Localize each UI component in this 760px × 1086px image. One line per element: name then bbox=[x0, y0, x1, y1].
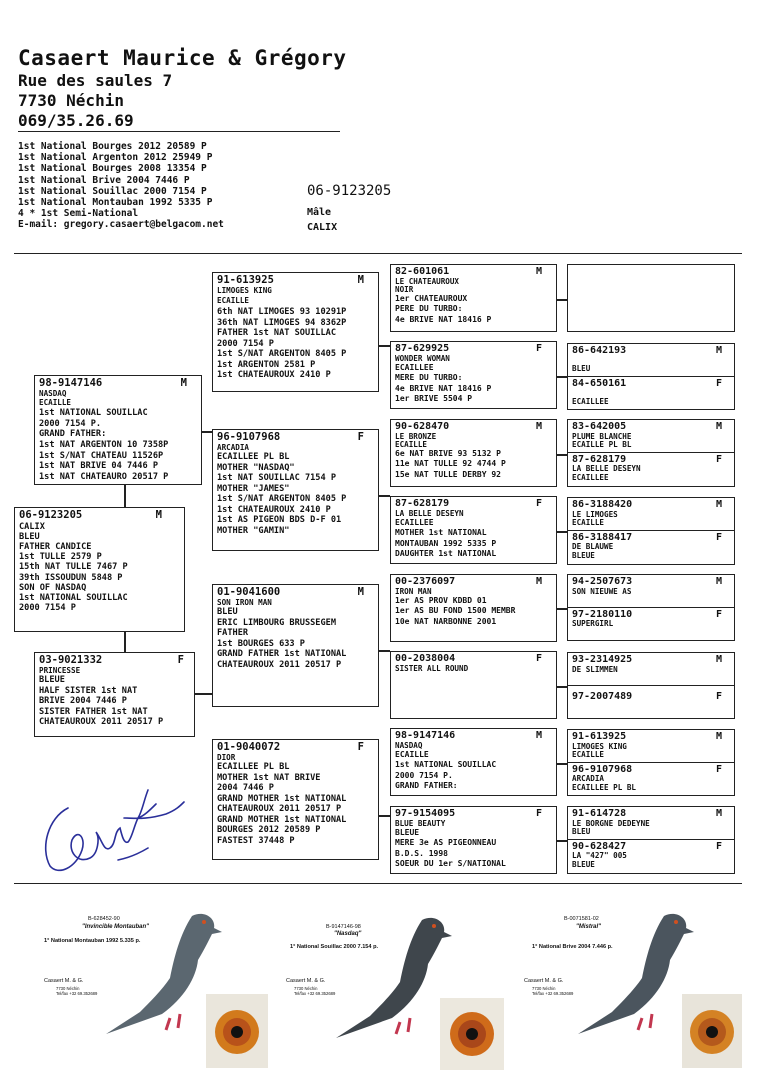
gen3-box bbox=[390, 341, 557, 409]
box-header bbox=[572, 732, 730, 743]
pedigree-line: WONDER WOMAN bbox=[395, 353, 450, 363]
honour-line: 1st National Bourges 2008 13354 P bbox=[18, 163, 207, 175]
photo-nickname: "Invincible Montauban" bbox=[82, 924, 150, 930]
ring-number: 82-601061 bbox=[395, 266, 450, 277]
pedigree-line: 2004 7446 P bbox=[217, 783, 274, 794]
sex-label: M bbox=[535, 421, 542, 432]
gen4-box bbox=[567, 343, 735, 410]
ring-number: 98-9147146 bbox=[395, 730, 456, 741]
box-header bbox=[572, 346, 730, 357]
pedigree-line: GRAND MOTHER 1st NATIONAL bbox=[217, 814, 347, 825]
sex-label: M bbox=[155, 509, 162, 521]
pedigree-line: 4e BRIVE NAT 18416 P bbox=[395, 383, 492, 393]
bottom-rule bbox=[14, 883, 742, 884]
honour-line: 1st National Argenton 2012 25949 P bbox=[18, 152, 213, 164]
pedigree-line: 1st NATIONAL SOUILLAC bbox=[395, 760, 497, 770]
sex-label: F bbox=[535, 808, 542, 819]
ring-number: 91-613925 bbox=[217, 274, 274, 286]
pedigree-line: 10e NAT NARBONNE 2001 bbox=[395, 616, 497, 626]
box-header bbox=[572, 422, 730, 433]
pedigree-line: MERE DU TURBO: bbox=[395, 373, 463, 383]
box-divider bbox=[568, 530, 734, 531]
photo-owner: Casaert M. & G. bbox=[44, 978, 84, 984]
breeder-name: Casaert Maurice & Grégory bbox=[18, 46, 347, 70]
sex-label: F bbox=[357, 741, 364, 753]
pedigree-line: ECAILLE bbox=[395, 439, 428, 449]
honours-list bbox=[18, 141, 224, 231]
gen3-box bbox=[390, 264, 557, 332]
honour-line: 1st National Montauban 1992 5335 P bbox=[18, 197, 213, 209]
ring-number: 87-628179 bbox=[572, 453, 627, 465]
sire-header bbox=[39, 378, 197, 390]
pedigree-line: ECAILLEE PL BL bbox=[572, 782, 637, 792]
dam-sire-box bbox=[212, 584, 379, 707]
box-header bbox=[572, 809, 730, 820]
photo-nickname: "Nasdaq" bbox=[334, 931, 362, 937]
connector bbox=[556, 840, 567, 842]
gen4-box bbox=[567, 729, 735, 796]
ring-number: 06-9123205 bbox=[19, 509, 83, 521]
ring-number: 90-628470 bbox=[395, 421, 450, 432]
connector bbox=[556, 376, 567, 378]
pedigree-line: 2000 7154 P. bbox=[395, 770, 453, 780]
eye-icon bbox=[682, 994, 742, 1068]
pedigree-line: GRAND FATHER: bbox=[395, 781, 458, 791]
sex-label: M bbox=[357, 274, 364, 286]
pedigree-line: SON IRON MAN bbox=[217, 597, 272, 607]
pedigree-line: 6th NAT LIMOGES 93 10291P bbox=[217, 306, 347, 317]
ring-number: 83-642005 bbox=[572, 421, 627, 432]
ring-number: 96-9107968 bbox=[572, 763, 633, 775]
pedigree-line: 1st NAT SOUILLAC 7154 P bbox=[217, 473, 336, 484]
ring-number: 87-629925 bbox=[395, 343, 450, 354]
box-divider bbox=[568, 839, 734, 840]
pedigree-line: BLUE BEAUTY bbox=[395, 818, 446, 828]
pedigree-line: BLEU bbox=[572, 364, 591, 374]
ring-number: 86-642193 bbox=[572, 345, 627, 356]
connector bbox=[378, 815, 390, 817]
pedigree-line: 36th NAT LIMOGES 94 8362P bbox=[217, 317, 347, 328]
pedigree-line: 1st CHATEAUROUX 2410 P bbox=[217, 504, 331, 515]
pedigree-line: 11e NAT TULLE 92 4744 P bbox=[395, 459, 506, 469]
connector bbox=[124, 484, 126, 508]
pedigree-line: 1st BOURGES 633 P bbox=[217, 638, 305, 649]
pedigree-line: BLEU bbox=[19, 531, 40, 542]
gen4-box bbox=[567, 652, 735, 719]
eye-icon bbox=[206, 994, 268, 1068]
sex-label: M bbox=[535, 266, 542, 277]
ring-number: 93-2314925 bbox=[572, 654, 633, 665]
photo-address: 7730 Néchin Tel/fax +32 69.352689 bbox=[294, 986, 336, 996]
ring-number: 86-3188417 bbox=[572, 531, 633, 543]
pedigree-line: ECAILLE PL BL bbox=[572, 440, 632, 450]
box-divider bbox=[568, 452, 734, 453]
sex-label: M bbox=[715, 576, 722, 587]
ring-number: 90-628427 bbox=[572, 840, 627, 852]
pedigree-line: LE CHATEAUROUX bbox=[395, 276, 460, 286]
photo-ring-code: B-0071581-02 bbox=[564, 916, 599, 922]
box-header bbox=[217, 275, 374, 287]
pedigree-line: BLEUE bbox=[395, 827, 420, 837]
connector bbox=[556, 454, 567, 456]
pedigree-line: FATHER 1st NAT SOUILLAC bbox=[217, 328, 336, 339]
connector bbox=[378, 495, 390, 497]
gen3-box bbox=[390, 806, 557, 874]
pedigree-line: BOURGES 2012 20589 P bbox=[217, 825, 321, 836]
gen3-box bbox=[390, 651, 557, 719]
pedigree-line: MOTHER 1st NATIONAL bbox=[395, 528, 487, 538]
pedigree-line: GRAND MOTHER 1st NATIONAL bbox=[217, 793, 347, 804]
pedigree-line: MOTHER "NASDAQ" bbox=[217, 462, 295, 473]
dam-dam-box bbox=[212, 739, 379, 860]
connector bbox=[201, 431, 212, 433]
honour-line: 4 * 1st Semi-National bbox=[18, 208, 139, 220]
gen4-box bbox=[567, 574, 735, 641]
pedigree-line: ERIC LIMBOURG BRUSSEGEM bbox=[217, 617, 336, 628]
pedigree-line: IRON MAN bbox=[395, 586, 432, 596]
gen4-box bbox=[567, 419, 735, 487]
pedigree-line: 2000 7154 P bbox=[217, 338, 274, 349]
pedigree-line: SISTER ALL ROUND bbox=[395, 663, 469, 673]
pedigree-line: 1er CHATEAUROUX bbox=[395, 294, 468, 303]
pedigree-line bbox=[572, 674, 730, 683]
pedigree-line: CALIX bbox=[19, 521, 45, 532]
sex-label: F bbox=[715, 453, 722, 465]
pedigree-line: LA BELLE DESEYN bbox=[572, 464, 641, 474]
pedigree-line: ARCADIA bbox=[572, 774, 605, 784]
honour-line: 1st National Brive 2004 7446 P bbox=[18, 174, 190, 186]
pedigree-line: ARCADIA bbox=[217, 442, 250, 452]
pedigree-line: CHATEAUROUX 2011 20517 P bbox=[39, 717, 164, 728]
sex-label: M bbox=[715, 421, 722, 432]
sex-label: M bbox=[535, 576, 542, 587]
pedigree-line: ECAILLEE PL BL bbox=[217, 761, 290, 772]
ring-number: 98-9147146 bbox=[39, 377, 103, 389]
gen3-box bbox=[390, 419, 557, 487]
pedigree-line: ECAILLE bbox=[572, 750, 605, 760]
sex-label: M bbox=[715, 731, 722, 742]
pedigree-line: 15e NAT TULLE DERBY 92 bbox=[395, 469, 501, 479]
pedigree-line: 1st ARGENTON 2581 P bbox=[217, 359, 316, 370]
pedigree-line: SON NIEUWE AS bbox=[572, 586, 632, 596]
gen3-box bbox=[390, 728, 557, 796]
sire-dam-box bbox=[212, 429, 379, 551]
pedigree-line: GRAND FATHER: bbox=[39, 429, 107, 440]
pedigree-line: 2000 7154 P bbox=[19, 603, 76, 614]
pedigree-line: ECAILLEE bbox=[395, 517, 434, 527]
pedigree-line: FATHER CANDICE bbox=[19, 541, 92, 552]
pedigree-line: 1st S/NAT ARGENTON 8405 P bbox=[217, 494, 347, 505]
box-header bbox=[395, 654, 552, 665]
eye-icon bbox=[440, 998, 504, 1070]
ring-number: 97-9154095 bbox=[395, 808, 456, 819]
pedigree-line bbox=[572, 357, 730, 366]
pedigree-line: BLEU bbox=[217, 606, 238, 617]
pedigree-line: PRINCESSE bbox=[39, 665, 81, 675]
pedigree-line: BLEUE bbox=[572, 859, 595, 869]
pedigree-line: DAUGHTER 1st NATIONAL bbox=[395, 549, 497, 559]
box-header bbox=[395, 731, 552, 742]
box-divider bbox=[568, 607, 734, 608]
pedigree-line: 4e BRIVE NAT 18416 P bbox=[395, 314, 492, 324]
ring-number: 86-3188420 bbox=[572, 499, 633, 510]
sex-label: F bbox=[715, 763, 722, 775]
box-header bbox=[217, 432, 374, 444]
ring-number: 84-650161 bbox=[572, 377, 627, 389]
photo-title: 1° National Souillac 2000 7.154 p. bbox=[290, 944, 379, 950]
sex-label: F bbox=[715, 608, 722, 620]
pedigree-line: 1st NAT BRIVE 04 7446 P bbox=[39, 461, 158, 472]
sex-label: F bbox=[535, 498, 542, 509]
ring-number: 00-2376097 bbox=[395, 576, 456, 587]
connector bbox=[556, 299, 567, 301]
sex-label: F bbox=[535, 343, 542, 354]
box-header bbox=[572, 379, 730, 390]
breeder-street: Rue des saules 7 bbox=[18, 71, 173, 90]
sex-label: F bbox=[715, 690, 722, 702]
gen3-box bbox=[390, 574, 557, 642]
bird-sex: Mâle bbox=[307, 207, 332, 218]
box-header bbox=[572, 577, 730, 588]
connector bbox=[556, 608, 567, 610]
connector bbox=[556, 531, 567, 533]
connector bbox=[378, 345, 390, 347]
sex-label: M bbox=[715, 499, 722, 510]
pedigree-line: MERE 3e AS PIGEONNEAU bbox=[395, 838, 497, 848]
pedigree-line: NASDAQ bbox=[39, 388, 67, 398]
pedigree-line: LE BORGNE DEDEYNE bbox=[572, 818, 650, 828]
box-header bbox=[572, 500, 730, 511]
honour-line: 1st National Souillac 2000 7154 P bbox=[18, 185, 207, 197]
box-header bbox=[395, 344, 552, 355]
pedigree-line: LIMOGES KING bbox=[572, 741, 627, 751]
pedigree-line: LA "427" 005 bbox=[572, 851, 627, 861]
subject-box bbox=[14, 507, 185, 632]
pedigree-line: DE BLAUWE bbox=[572, 542, 614, 552]
photo-owner: Casaert M. & G. bbox=[524, 978, 564, 984]
signature-icon bbox=[38, 778, 188, 878]
breeder-phone: 069/35.26.69 bbox=[18, 111, 134, 130]
breeder-city: 7730 Néchin bbox=[18, 91, 124, 110]
pedigree-line: PLUME BLANCHE bbox=[572, 431, 632, 441]
pedigree-line: BLEU bbox=[572, 827, 591, 837]
box-header bbox=[572, 655, 730, 666]
pedigree-line: BRIVE 2004 7446 P bbox=[39, 696, 127, 707]
ring-number: 03-9021332 bbox=[39, 654, 103, 666]
pedigree-line: FASTEST 37448 P bbox=[217, 836, 295, 847]
connector bbox=[124, 631, 126, 653]
pedigree-line: ECAILLE bbox=[39, 397, 72, 407]
pedigree-line: PERE DU TURBO: bbox=[395, 304, 463, 314]
sex-label: F bbox=[357, 431, 364, 443]
pedigree-line: ECAILLEE bbox=[572, 396, 609, 406]
pedigree-line: ECAILLE bbox=[395, 749, 429, 759]
email-line: E-mail: gregory.casaert@belgacom.net bbox=[18, 219, 224, 231]
pedigree-line: BLEUE bbox=[572, 550, 595, 560]
gen3-box bbox=[390, 496, 557, 564]
pedigree-line: NOIR bbox=[395, 284, 414, 294]
pedigree-line: 1st NAT ARGENTON 10 7358P bbox=[39, 439, 169, 450]
pedigree-line: SUPERGIRL bbox=[572, 619, 614, 629]
gen4-box bbox=[567, 264, 735, 332]
pedigree-line: 1st NAT CHATEAURO 20517 P bbox=[39, 471, 169, 482]
ring-number: 97-2007489 bbox=[572, 690, 633, 702]
sex-label: M bbox=[715, 654, 722, 665]
ring-number: 87-628179 bbox=[395, 498, 450, 509]
pedigree-line: MOTHER "JAMES" bbox=[217, 483, 290, 494]
ring-number: 91-613925 bbox=[572, 731, 627, 742]
pedigree-line: LE BRONZE bbox=[395, 431, 437, 441]
pedigree-line: 1er BRIVE 5504 P bbox=[395, 394, 473, 404]
pedigree-line: 1st TULLE 2579 P bbox=[19, 552, 102, 563]
photo-nickname: "Mistral" bbox=[576, 924, 602, 930]
honour-line: 1st National Bourges 2012 20589 P bbox=[18, 141, 207, 152]
pedigree-line: 1st NATIONAL SOUILLAC bbox=[39, 408, 148, 419]
photo-title: 1° National Brive 2004 7.446 p. bbox=[532, 944, 613, 950]
pedigree-line: DIOR bbox=[217, 752, 236, 762]
photo-ring-code: B-9147146-98 bbox=[326, 924, 361, 930]
sire-sire-box bbox=[212, 272, 379, 392]
pedigree-line: B.D.S. 1998 bbox=[395, 848, 448, 858]
pedigree-line: 2000 7154 P. bbox=[39, 418, 102, 429]
pedigree-line: MOTHER "GAMIN" bbox=[217, 526, 290, 537]
pigeon-photo-card bbox=[270, 898, 510, 1070]
photo-owner: Casaert M. & G. bbox=[286, 978, 326, 984]
pedigree-line: ECAILLE bbox=[572, 518, 605, 528]
pedigree-line: CHATEAUROUX 2011 20517 P bbox=[217, 804, 342, 815]
bird-id: 06-9123205 bbox=[307, 183, 392, 199]
sex-label: M bbox=[535, 730, 542, 741]
ring-number: 00-2038004 bbox=[395, 653, 456, 664]
header-rule bbox=[18, 131, 340, 132]
pedigree-line: 15th NAT TULLE 7467 P bbox=[19, 562, 128, 573]
box-header bbox=[217, 742, 374, 754]
pedigree-line: LIMOGES KING bbox=[217, 285, 272, 295]
sire-box bbox=[34, 375, 202, 485]
pedigree-line: SOEUR DU 1er S/NATIONAL bbox=[395, 859, 506, 869]
pedigree-line: HALF SISTER 1st NAT bbox=[39, 685, 138, 696]
sex-label: M bbox=[715, 345, 722, 356]
ring-number: 01-9041600 bbox=[217, 586, 281, 598]
sex-label: M bbox=[715, 808, 722, 819]
box-divider bbox=[568, 762, 734, 763]
box-header bbox=[395, 267, 552, 278]
pedigree-line: 1er AS PROV KDBD 01 bbox=[395, 595, 487, 605]
pedigree-line: 1er AS BU FOND 1500 MEMBR bbox=[395, 606, 516, 616]
pedigree-line: 1st AS PIGEON BDS D-F 01 bbox=[217, 515, 342, 526]
box-header bbox=[395, 809, 552, 820]
pedigree-line: 1st CHATEAUROUX 2410 P bbox=[217, 370, 331, 381]
pedigree-line: 1st NATIONAL SOUILLAC bbox=[19, 592, 128, 603]
connector bbox=[378, 650, 390, 652]
pedigree-line: CHATEAUROUX 2011 20517 P bbox=[217, 659, 342, 670]
ring-number: 91-614728 bbox=[572, 808, 627, 819]
pedigree-line: SISTER FATHER 1st NAT bbox=[39, 706, 148, 717]
pedigree-line: 1st S/NAT CHATEAU 11526P bbox=[39, 450, 164, 461]
gen4-box bbox=[567, 806, 735, 874]
box-divider bbox=[568, 376, 734, 377]
pedigree-line: ECAILLEE PL BL bbox=[217, 451, 290, 462]
top-rule bbox=[14, 253, 742, 254]
box-header bbox=[395, 577, 552, 588]
ring-number: 94-2507673 bbox=[572, 576, 633, 587]
photo-ring-code: B-628452-90 bbox=[88, 916, 120, 922]
pedigree-line: LE LIMOGES bbox=[572, 509, 618, 519]
box-header bbox=[395, 422, 552, 433]
pedigree-line: LA BELLE DESEYN bbox=[395, 508, 464, 518]
pedigree-line: 39th ISSOUDUN 5848 P bbox=[19, 572, 123, 583]
sex-label: F bbox=[535, 653, 542, 664]
box-header bbox=[395, 499, 552, 510]
dam-header bbox=[39, 655, 190, 667]
pedigree-line: ECAILLEE bbox=[572, 472, 609, 482]
photo-title: 1° National Montauban 1992 5.335 p. bbox=[44, 938, 141, 944]
connector bbox=[556, 763, 567, 765]
photo-address: 7730 Néchin Tel/fax +32 69.352689 bbox=[56, 986, 98, 996]
pedigree-line: SON OF NASDAQ bbox=[19, 582, 87, 593]
pedigree-line: BLEUE bbox=[39, 674, 65, 685]
sex-label: F bbox=[715, 840, 722, 852]
box-header bbox=[572, 692, 730, 703]
pedigree-line: DE SLIMMEN bbox=[572, 664, 618, 674]
connector bbox=[556, 686, 567, 688]
ring-number: 97-2180110 bbox=[572, 608, 633, 620]
connector bbox=[194, 693, 212, 695]
ring-number: 01-9040072 bbox=[217, 741, 281, 753]
pedigree-line: FATHER bbox=[217, 628, 249, 639]
gen4-box bbox=[567, 497, 735, 565]
sex-label: M bbox=[357, 586, 364, 598]
pedigree-line: 6e NAT BRIVE 93 5132 P bbox=[395, 449, 501, 458]
box-header bbox=[217, 587, 374, 599]
pigeon-photo-card bbox=[30, 898, 270, 1070]
sex-label: F bbox=[177, 654, 184, 666]
sex-label: F bbox=[715, 531, 722, 543]
pedigree-line: 1st S/NAT ARGENTON 8405 P bbox=[217, 349, 347, 360]
sex-label: M bbox=[180, 377, 187, 389]
pedigree-line: ECAILLEE bbox=[395, 362, 434, 372]
pedigree-line: ECAILLE bbox=[217, 295, 250, 305]
dam-box bbox=[34, 652, 195, 737]
pedigree-line: GRAND FATHER 1st NATIONAL bbox=[217, 649, 347, 660]
sex-label: F bbox=[715, 377, 722, 389]
bird-name: CALIX bbox=[307, 222, 338, 233]
subject-header bbox=[19, 510, 180, 522]
pedigree-line: NASDAQ bbox=[395, 740, 423, 750]
pedigree-line: MONTAUBAN 1992 5335 P bbox=[395, 538, 497, 548]
photo-address: 7730 Néchin Tel/fax +32 69.352689 bbox=[532, 986, 574, 996]
ring-number: 96-9107968 bbox=[217, 431, 281, 443]
pedigree-line bbox=[572, 596, 730, 605]
pigeon-photo-card bbox=[506, 898, 746, 1070]
pedigree-line: MOTHER 1st NAT BRIVE bbox=[217, 772, 321, 783]
box-divider bbox=[568, 685, 734, 686]
